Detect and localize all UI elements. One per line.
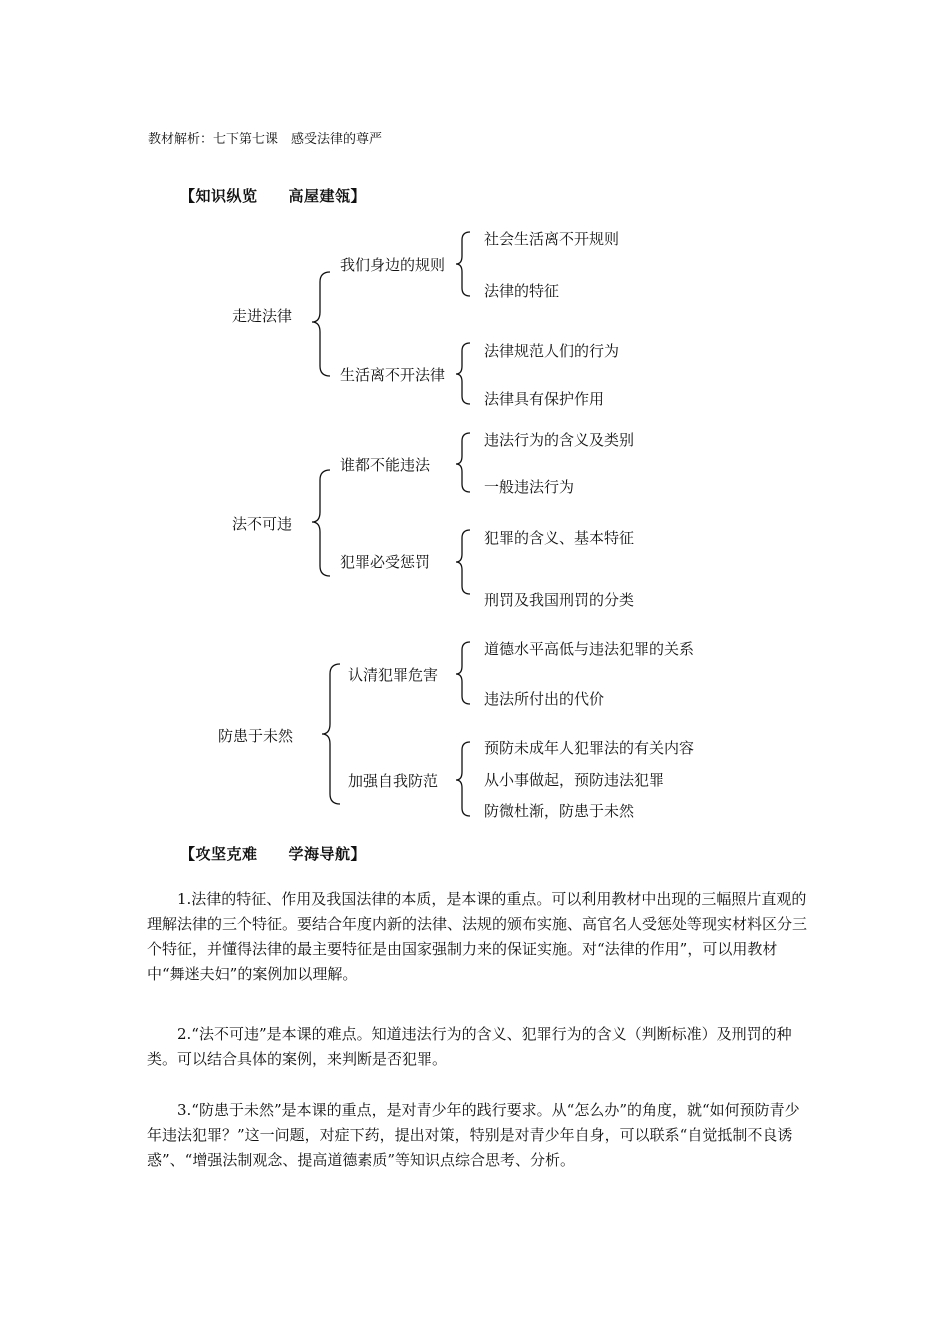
tree-branch-weihai: 认清犯罪危害 (348, 666, 439, 684)
tree-leaf: 从小事做起，预防违法犯罪 (484, 771, 665, 789)
section-heading-guidance: 【攻坚克难 学海导航】 (180, 845, 367, 863)
brace-fanghuan (322, 664, 340, 804)
paragraph-3: 3.“防患于未然”是本课的重点，是对青少年的践行要求。从“怎么办”的角度，就“如何预防青少年违法犯罪？”这一问题，对症下药，提出对策，特别是对青少年自身，可以联系“自觉抵制不良诱惑”、“增强法制观念、提高道德素质”等知识点综合思考、分析。 (147, 1101, 800, 1169)
tree-leaf: 防微杜渐，防患于未然 (484, 802, 635, 820)
brace-guize (456, 232, 470, 296)
tree-root-fanghuan: 防患于未然 (218, 727, 294, 745)
brace-weifa (456, 433, 470, 492)
tree-branch-fanzui: 犯罪必受惩罚 (340, 553, 431, 571)
brace-fanzui (456, 530, 470, 594)
tree-leaf: 法律规范人们的行为 (484, 342, 620, 360)
tree-branch-fangfan: 加强自我防范 (348, 772, 439, 790)
brace-weihai (456, 642, 470, 704)
paragraph-2: 2.“法不可违”是本课的难点。知道违法行为的含义、犯罪行为的含义（判断标准）及刑罚的种类。可以结合具体的案例，来判断是否犯罪。 (147, 1025, 792, 1068)
brace-zoujin (312, 272, 330, 376)
tree-leaf: 道德水平高低与违法犯罪的关系 (484, 640, 695, 658)
tree-branch-shenghuo: 生活离不开法律 (340, 366, 446, 384)
tree-root-zoujin-falv: 走进法律 (232, 307, 293, 325)
brace-shenghuo (456, 343, 470, 404)
brace-fabukewei (312, 470, 330, 576)
tree-leaf: 一般违法行为 (484, 478, 575, 496)
tree-leaf: 社会生活离不开规则 (484, 230, 620, 248)
tree-leaf: 法律具有保护作用 (484, 390, 605, 408)
tree-branch-guize: 我们身边的规则 (340, 256, 446, 274)
document-title: 教材解析：七下第七课 感受法律的尊严 (148, 132, 383, 147)
tree-leaf: 违法行为的含义及类别 (484, 431, 635, 449)
paragraph-1: 1.法律的特征、作用及我国法律的本质，是本课的重点。可以利用教材中出现的三幅照片直观的理解法律的三个特征。要结合年度内新的法律、法规的颁布实施、高官名人受惩处等现实材料区分三个特征，并懂得法律的最主要特征是由国家强制力来的保证实施。对“法律的作用”，可以用教材中“舞迷夫妇”的案例加以理解。 (147, 890, 808, 983)
tree-branch-weifa: 谁都不能违法 (340, 456, 431, 474)
section-heading-overview: 【知识纵览 高屋建瓴】 (180, 187, 367, 205)
tree-leaf: 犯罪的含义、基本特征 (484, 529, 635, 547)
tree-leaf: 刑罚及我国刑罚的分类 (484, 591, 635, 609)
tree-root-fabukewei: 法不可违 (232, 515, 293, 533)
tree-leaf: 预防未成年人犯罪法的有关内容 (484, 739, 695, 757)
brace-fangfan (456, 742, 470, 816)
tree-leaf: 法律的特征 (484, 282, 560, 300)
tree-leaf: 违法所付出的代价 (484, 690, 605, 708)
